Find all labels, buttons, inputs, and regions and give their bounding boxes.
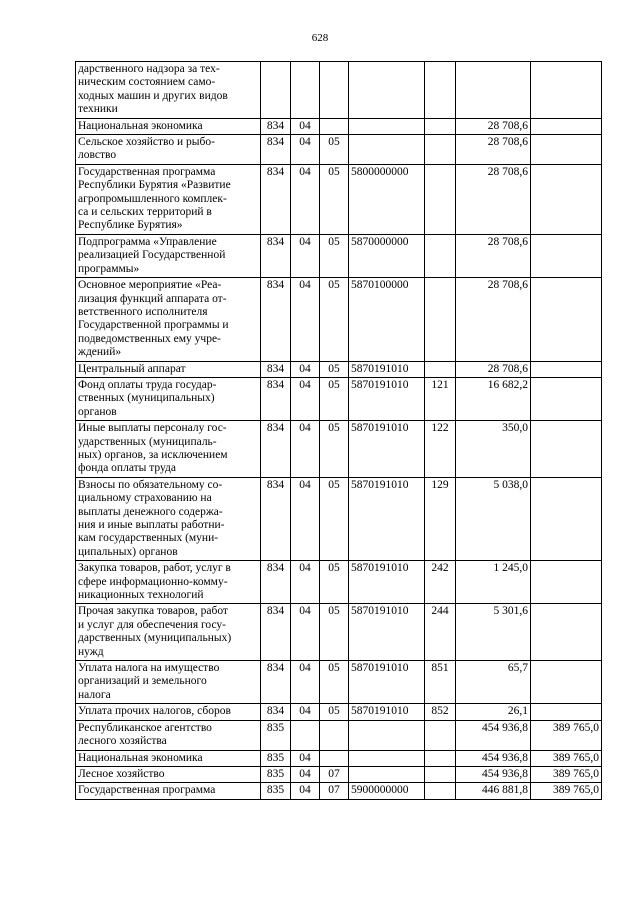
row-section-cell: 04 (291, 234, 320, 277)
row-amount-1-cell: 28 708,6 (456, 135, 531, 165)
row-amount-1-cell: 454 936,8 (456, 720, 531, 750)
row-section-cell: 04 (291, 377, 320, 420)
table-row (76, 750, 602, 766)
row-subsection-cell (320, 118, 349, 134)
row-target-article-cell (349, 720, 425, 750)
row-code-cell: 834 (261, 477, 291, 560)
row-amount-2-cell (531, 477, 602, 560)
row-amount-2-cell: 389 765,0 (531, 750, 602, 766)
row-name-cell: Прочая закупка товаров, работ и услуг для обеспечения госу- дарственных (муниципальных) нужд (76, 604, 261, 661)
row-code-cell: 835 (261, 766, 291, 782)
row-code-cell: 834 (261, 118, 291, 134)
row-amount-1-cell: 454 936,8 (456, 750, 531, 766)
row-section-cell: 04 (291, 135, 320, 165)
row-expense-type-cell (425, 278, 456, 361)
row-expense-type-cell (425, 118, 456, 134)
row-amount-1-cell: 446 881,8 (456, 783, 531, 799)
row-amount-2-cell (531, 118, 602, 134)
row-target-article-cell: 5800000000 (349, 164, 425, 234)
row-subsection-cell: 07 (320, 783, 349, 799)
row-amount-2-cell (531, 361, 602, 377)
table-row (76, 118, 602, 134)
row-subsection-cell: 05 (320, 421, 349, 478)
row-code-cell: 834 (261, 604, 291, 661)
row-target-article-cell: 5870191010 (349, 377, 425, 420)
row-subsection-cell (320, 62, 349, 119)
row-name-cell: Национальная экономика (76, 750, 261, 766)
row-section-cell: 04 (291, 421, 320, 478)
row-expense-type-cell: 121 (425, 377, 456, 420)
row-amount-2-cell (531, 164, 602, 234)
row-amount-1-cell (456, 62, 531, 119)
row-amount-2-cell: 389 765,0 (531, 720, 602, 750)
row-name-cell: Лесное хозяйство (76, 766, 261, 782)
row-name-cell: Основное мероприятие «Реа- лизация функций аппарата от- ветственного исполнителя Государственной программы и подведомственных ему учре- ждений» (76, 278, 261, 361)
row-name-cell: Центральный аппарат (76, 361, 261, 377)
row-amount-2-cell (531, 135, 602, 165)
row-section-cell: 04 (291, 278, 320, 361)
row-code-cell: 834 (261, 278, 291, 361)
row-amount-1-cell: 28 708,6 (456, 118, 531, 134)
table-row (76, 561, 602, 604)
row-amount-1-cell: 5 038,0 (456, 477, 531, 560)
row-code-cell: 835 (261, 720, 291, 750)
row-section-cell: 04 (291, 766, 320, 782)
table-row (76, 135, 602, 165)
row-subsection-cell: 07 (320, 766, 349, 782)
row-subsection-cell: 05 (320, 604, 349, 661)
row-amount-2-cell: 389 765,0 (531, 766, 602, 782)
row-target-article-cell: 5870191010 (349, 661, 425, 704)
row-expense-type-cell (425, 783, 456, 799)
row-code-cell: 834 (261, 561, 291, 604)
row-code-cell: 834 (261, 704, 291, 720)
row-name-cell: Республиканское агентство лесного хозяйства (76, 720, 261, 750)
table-row (76, 704, 602, 720)
row-amount-1-cell: 26,1 (456, 704, 531, 720)
row-name-cell: Закупка товаров, работ, услуг в сфере информационно-комму- никационных технологий (76, 561, 261, 604)
row-target-article-cell (349, 750, 425, 766)
row-expense-type-cell (425, 62, 456, 119)
row-section-cell (291, 62, 320, 119)
row-name-cell: Сельское хозяйство и рыбо- ловство (76, 135, 261, 165)
row-target-article-cell: 5870191010 (349, 361, 425, 377)
row-code-cell: 834 (261, 421, 291, 478)
row-amount-2-cell (531, 561, 602, 604)
row-subsection-cell: 05 (320, 361, 349, 377)
row-expense-type-cell (425, 766, 456, 782)
row-amount-1-cell: 28 708,6 (456, 164, 531, 234)
row-subsection-cell: 05 (320, 704, 349, 720)
table-row (76, 377, 602, 420)
row-target-article-cell (349, 135, 425, 165)
row-amount-1-cell: 350,0 (456, 421, 531, 478)
row-section-cell: 04 (291, 783, 320, 799)
row-section-cell (291, 720, 320, 750)
row-subsection-cell: 05 (320, 377, 349, 420)
row-subsection-cell (320, 750, 349, 766)
row-name-cell: Подпрограмма «Управление реализацией Государственной программы» (76, 234, 261, 277)
row-name-cell: Уплата прочих налогов, сборов (76, 704, 261, 720)
row-subsection-cell: 05 (320, 561, 349, 604)
table-row (76, 720, 602, 750)
table-row (76, 164, 602, 234)
row-target-article-cell (349, 62, 425, 119)
row-amount-1-cell: 16 682,2 (456, 377, 531, 420)
row-expense-type-cell (425, 720, 456, 750)
row-expense-type-cell (425, 135, 456, 165)
table-row (76, 278, 602, 361)
row-target-article-cell: 5870191010 (349, 421, 425, 478)
row-expense-type-cell: 129 (425, 477, 456, 560)
row-amount-1-cell: 5 301,6 (456, 604, 531, 661)
row-section-cell: 04 (291, 118, 320, 134)
row-expense-type-cell: 244 (425, 604, 456, 661)
row-section-cell: 04 (291, 604, 320, 661)
row-amount-2-cell: 389 765,0 (531, 783, 602, 799)
table-row (76, 477, 602, 560)
row-amount-2-cell (531, 377, 602, 420)
budget-table (75, 61, 602, 800)
row-expense-type-cell (425, 750, 456, 766)
row-code-cell: 834 (261, 661, 291, 704)
row-name-cell: Иные выплаты персоналу гос- ударственных (муниципаль- ных) органов, за исключением фонда оплаты труда (76, 421, 261, 478)
row-target-article-cell: 5870191010 (349, 604, 425, 661)
row-amount-1-cell: 1 245,0 (456, 561, 531, 604)
table-row (76, 361, 602, 377)
row-amount-2-cell (531, 704, 602, 720)
row-code-cell: 835 (261, 750, 291, 766)
row-subsection-cell (320, 720, 349, 750)
row-amount-2-cell (531, 604, 602, 661)
row-section-cell: 04 (291, 661, 320, 704)
row-target-article-cell: 5870100000 (349, 278, 425, 361)
table-row (76, 421, 602, 478)
table-row (76, 783, 602, 799)
row-target-article-cell: 5870191010 (349, 477, 425, 560)
row-amount-2-cell (531, 278, 602, 361)
row-name-cell: дарственного надзора за тех- ническим состоянием само- ходных машин и других видов техники (76, 62, 261, 119)
row-name-cell: Государственная программа (76, 783, 261, 799)
row-code-cell: 834 (261, 361, 291, 377)
row-target-article-cell: 5870191010 (349, 561, 425, 604)
row-name-cell: Фонд оплаты труда государ- ственных (муниципальных) органов (76, 377, 261, 420)
table-row (76, 661, 602, 704)
row-section-cell: 04 (291, 361, 320, 377)
row-subsection-cell: 05 (320, 661, 349, 704)
row-name-cell: Взносы по обязательному со- циальному страхованию на выплаты денежного содержа- ния и иные выплаты работни- кам государственных (муни- ципальных) органов (76, 477, 261, 560)
row-target-article-cell (349, 118, 425, 134)
row-section-cell: 04 (291, 750, 320, 766)
row-subsection-cell: 05 (320, 164, 349, 234)
table-row (76, 234, 602, 277)
row-amount-2-cell (531, 661, 602, 704)
table-row (76, 766, 602, 782)
row-amount-1-cell: 454 936,8 (456, 766, 531, 782)
row-name-cell: Уплата налога на имущество организаций и земельного налога (76, 661, 261, 704)
row-amount-1-cell: 65,7 (456, 661, 531, 704)
row-amount-2-cell (531, 62, 602, 119)
table-row (76, 604, 602, 661)
row-code-cell: 834 (261, 135, 291, 165)
row-code-cell: 835 (261, 783, 291, 799)
row-expense-type-cell: 122 (425, 421, 456, 478)
row-subsection-cell: 05 (320, 278, 349, 361)
table-body (76, 62, 602, 800)
row-expense-type-cell (425, 164, 456, 234)
row-section-cell: 04 (291, 477, 320, 560)
row-section-cell: 04 (291, 704, 320, 720)
row-subsection-cell: 05 (320, 477, 349, 560)
row-target-article-cell: 5870000000 (349, 234, 425, 277)
row-target-article-cell (349, 766, 425, 782)
row-expense-type-cell: 242 (425, 561, 456, 604)
row-amount-1-cell: 28 708,6 (456, 361, 531, 377)
row-code-cell: 834 (261, 377, 291, 420)
table-row (76, 62, 602, 119)
row-subsection-cell: 05 (320, 234, 349, 277)
row-expense-type-cell (425, 234, 456, 277)
row-expense-type-cell: 851 (425, 661, 456, 704)
row-name-cell: Национальная экономика (76, 118, 261, 134)
row-code-cell: 834 (261, 164, 291, 234)
row-section-cell: 04 (291, 164, 320, 234)
row-amount-1-cell: 28 708,6 (456, 278, 531, 361)
row-amount-2-cell (531, 234, 602, 277)
row-expense-type-cell: 852 (425, 704, 456, 720)
row-amount-2-cell (531, 421, 602, 478)
row-name-cell: Государственная программа Республики Бурятия «Развитие агропромышленного комплек- са и сельских территорий в Республике Бурятия» (76, 164, 261, 234)
row-code-cell: 834 (261, 234, 291, 277)
row-target-article-cell: 5900000000 (349, 783, 425, 799)
row-code-cell (261, 62, 291, 119)
page-number: 628 (311, 32, 329, 44)
row-expense-type-cell (425, 361, 456, 377)
row-amount-1-cell: 28 708,6 (456, 234, 531, 277)
row-section-cell: 04 (291, 561, 320, 604)
row-subsection-cell: 05 (320, 135, 349, 165)
row-target-article-cell: 5870191010 (349, 704, 425, 720)
